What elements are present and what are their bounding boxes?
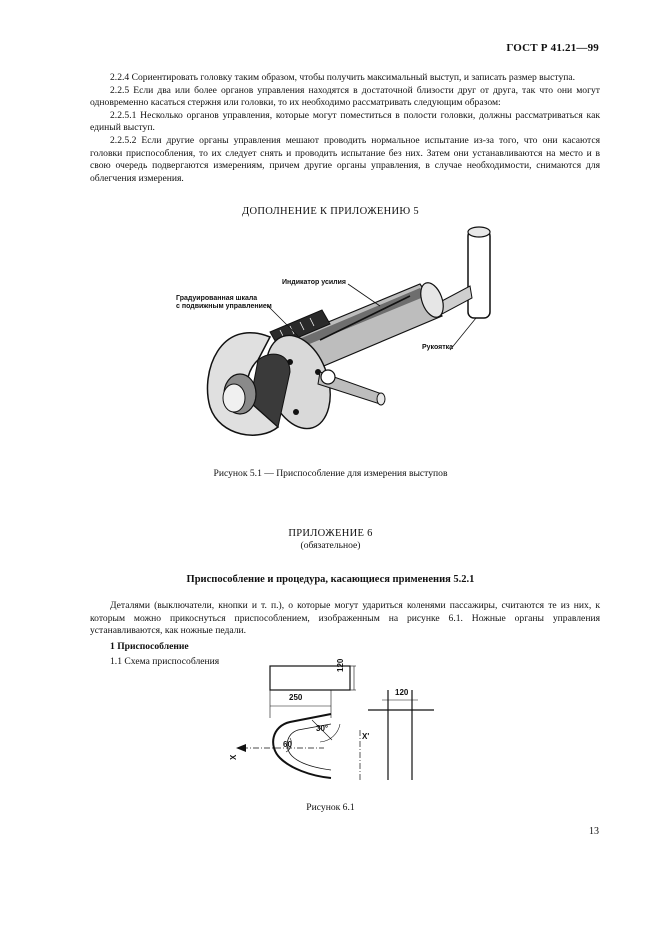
handle-top-shape <box>468 227 490 237</box>
dim-height: 120 <box>336 658 345 672</box>
handle-leader-line <box>450 318 476 350</box>
dim-width: 250 <box>289 693 303 702</box>
figure-5-1-caption: Рисунок 5.1 — Приспособление для измерения выступов <box>213 468 448 479</box>
paragraph-2-2-5: 2.2.5 Если два или более органов управления находятся в достаточной близости друг от друга, так что они могут одновременно касаться стержня или головки, то их необходимо рассматривать следующим образом: <box>90 84 600 109</box>
paragraph-2-2-5-2: 2.2.5.2 Если другие органы управления мешают проводить нормальное испытание из-за того, что они касаются головки приспособления, то их следует снять и проводить испытание без них. Затем они устанавливаются на место и в свою очередь подвергаются измерениям, причем другие органы управления, в случае необходимости, снимаются для облегчения измерения. <box>90 134 600 184</box>
appendix-6-intro: Деталями (выключатели, кнопки и т. п.), о которые могут удариться коленями пассажиры, считаются те из них, к которым можно прикоснуться приспособлением, изображенным на рисунке 6.1. Ножные органы управления устанавливаются, как ножные педали. <box>90 600 600 637</box>
handle-arm-shape <box>440 286 472 314</box>
figure-6-1-diagram <box>228 660 438 800</box>
dim-gap: 120 <box>395 688 409 697</box>
section-1-1-heading: 1.1 Схема приспособления <box>110 656 220 667</box>
label-scale: Градуированная шкала с подвижным управлением <box>176 295 272 310</box>
knob-shape <box>321 370 335 384</box>
appendix-6-title: ПРИЛОЖЕНИЕ 6 <box>288 528 373 539</box>
appendix-6-subtitle: (обязательное) <box>300 540 361 551</box>
body-paragraphs <box>90 72 600 185</box>
figure-6-1-caption: Рисунок 6.1 <box>306 802 355 813</box>
figure-5-1-illustration <box>150 222 510 462</box>
appendix-6-heading: Приспособление и процедура, касающиеся применения 5.2.1 <box>186 574 475 585</box>
axis-x-label: X <box>229 754 238 760</box>
label-indicator: Индикатор усилия <box>282 279 346 286</box>
section-1-heading: 1 Приспособление <box>110 641 189 652</box>
label-handle: Рукоятка <box>422 344 454 351</box>
page-number: 13 <box>589 826 599 837</box>
paragraph-2-2-4: 2.2.4 Сориентировать головку таким образом, чтобы получить максимальный выступ, и записать размер выступа. <box>110 72 576 83</box>
standard-header: ГОСТ Р 41.21—99 <box>506 42 599 54</box>
addendum-title: ДОПОЛНЕНИЕ К ПРИЛОЖЕНИЮ 5 <box>242 206 419 217</box>
indicator-leader-line <box>348 284 380 306</box>
paragraph-2-2-5-1: 2.2.5.1 Несколько органов управления, которые могут поместиться в полости головки, должны рассматриваться как единый выступ. <box>90 109 600 134</box>
x-axis-arrow <box>236 744 246 752</box>
axis-x-prime-label: X' <box>362 732 370 741</box>
angle-60-label: 60 <box>283 740 292 749</box>
handle-grip-shape <box>468 230 490 318</box>
angle-30-label: 30° <box>316 724 329 733</box>
